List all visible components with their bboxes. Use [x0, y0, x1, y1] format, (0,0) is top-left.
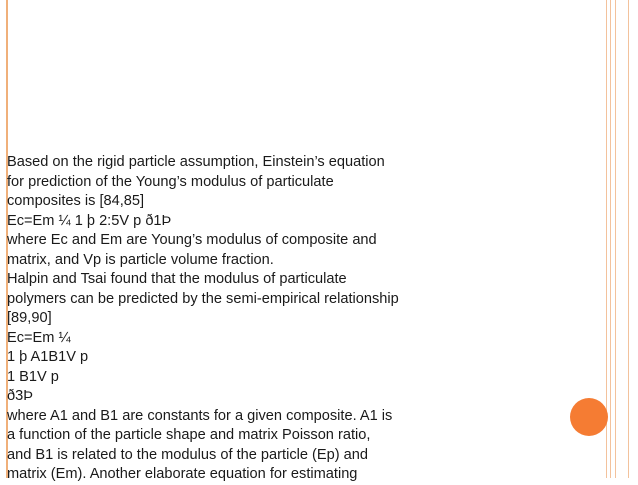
- text-line: a function of the particle shape and matrix Poisson ratio,: [7, 427, 371, 443]
- text-line: matrix (Em). Another elaborate equation for estimating: [7, 466, 358, 482]
- text-line: and B1 is related to the modulus of the particle (Ep) and: [7, 446, 369, 463]
- orange-circle-decoration: [570, 398, 608, 436]
- decorative-line: [615, 0, 616, 478]
- right-decorative-panel: [605, 0, 638, 478]
- text-line: [89,90]: [7, 310, 52, 326]
- text-line: for prediction of the Young’s modulus of particulate: [7, 173, 334, 190]
- text-line: composites is [84,85]: [7, 193, 145, 209]
- decorative-line: [610, 0, 611, 478]
- decorative-line: [606, 0, 607, 478]
- text-line: Based on the rigid particle assumption, Einstein’s equation: [7, 154, 385, 170]
- text-line: where Ec and Em are Young’s modulus of composite and: [7, 232, 377, 248]
- equation-line: 1 B1V p: [7, 368, 59, 385]
- equation-line: ð3Þ: [7, 388, 33, 404]
- equation-line: Ec=Em ¼ 1 þ 2:5V p ð1Þ: [7, 212, 172, 229]
- decorative-line: [628, 0, 629, 478]
- slide-body-text: [7, 153, 447, 485]
- text-line: where A1 and B1 are constants for a given composite. A1 is: [7, 407, 393, 424]
- equation-line: Ec=Em ¼: [7, 329, 71, 346]
- text-line: Halpin and Tsai found that the modulus of particulate: [7, 271, 347, 287]
- equation-line: 1 þ A1B1V p: [7, 349, 89, 365]
- text-line: matrix, and Vp is particle volume fraction.: [7, 251, 274, 268]
- text-line: polymers can be predicted by the semi-empirical relationship: [7, 290, 399, 307]
